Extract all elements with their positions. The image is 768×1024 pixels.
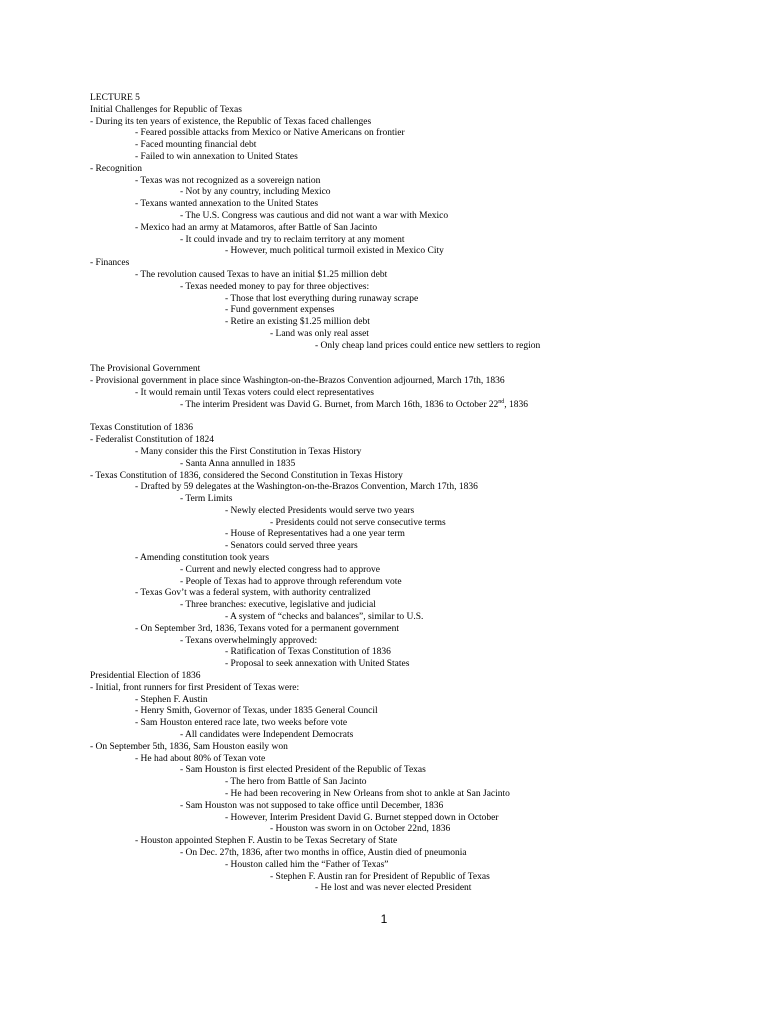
outline-item: [90, 836, 750, 848]
outline-item: [90, 553, 750, 565]
line-text: - Henry Smith, Governor of Texas, under 1835 General Council: [135, 706, 378, 717]
outline-item: [90, 588, 750, 600]
line-text: - Those that lost everything during runaway scrape: [225, 293, 419, 304]
outline-item: [90, 305, 750, 317]
line-text: - Stephen F. Austin: [135, 694, 208, 705]
line-text: - Term Limits: [180, 494, 233, 505]
line-text: - Texas Constitution of 1836, considered the Second Constitution in Texas History: [90, 470, 403, 481]
outline-item: [90, 801, 750, 813]
line-text: - On September 3rd, 1836, Texans voted for a permanent government: [135, 623, 400, 634]
outline-item: [90, 400, 750, 412]
line-text: - Texas needed money to pay for three objectives:: [180, 281, 370, 292]
line-text: - All candidates were Independent Democrats: [180, 730, 354, 741]
outline-item: [90, 706, 750, 718]
outline-item: [90, 600, 750, 612]
section-heading: [90, 93, 750, 105]
outline-item: [90, 341, 750, 353]
line-text: - Texans wanted annexation to the United States: [135, 199, 319, 210]
line-text: - The revolution caused Texas to have an initial $1.25 million debt: [135, 269, 388, 280]
outline-item: [90, 529, 750, 541]
section-heading: [90, 105, 750, 117]
outline-item: [90, 223, 750, 235]
outline-item: [90, 258, 750, 270]
line-text: - Many consider this the First Constitution in Texas History: [135, 446, 362, 457]
line-text: - Sam Houston is first elected President of the Republic of Texas: [180, 765, 426, 776]
line-text: - Proposal to seek annexation with United States: [225, 659, 410, 670]
line-text: - Fund government expenses: [225, 305, 335, 316]
outline-item: [90, 376, 750, 388]
outline-item: [90, 683, 750, 695]
outline-item: [90, 482, 750, 494]
outline-item: [90, 695, 750, 707]
outline-item: [90, 813, 750, 825]
line-text: - Texas was not recognized as a sovereign nation: [135, 175, 321, 186]
line-text: - However, much political turmoil existed in Mexico City: [225, 246, 444, 257]
line-text: - A system of “checks and balances”, similar to U.S.: [225, 612, 424, 623]
line-text: - During its ten years of existence, the Republic of Texas faced challenges: [90, 116, 372, 127]
line-text: - Sam Houston entered race late, two weeks before vote: [135, 718, 348, 729]
line-text: - Current and newly elected congress had to approve: [180, 564, 380, 575]
outline-item: [90, 518, 750, 530]
line-text: - Houston was sworn in on October 22nd, 1836: [270, 824, 451, 835]
section-heading: [90, 423, 750, 435]
outline-item: [90, 636, 750, 648]
line-text: - Land was only real asset: [270, 328, 369, 339]
outline-item: [90, 541, 750, 553]
line-text: - People of Texas had to approve through referendum vote: [180, 576, 402, 587]
line-text: - Feared possible attacks from Mexico or Native Americans on frontier: [135, 128, 405, 139]
outline-item: [90, 211, 750, 223]
outline-item: [90, 128, 750, 140]
lecture-text: [90, 93, 750, 895]
line-text: The Provisional Government: [90, 364, 201, 375]
line-text: - He lost and was never elected President: [315, 883, 472, 894]
outline-item: [90, 388, 750, 400]
line-text: - Ratification of Texas Constitution of 1836: [225, 647, 391, 658]
line-text: - Provisional government in place since Washington-on-the-Brazos Convention adjourned, March 17th, 1836: [90, 376, 505, 387]
line-text: - Sam Houston was not supposed to take office until December, 1836: [180, 800, 444, 811]
line-text: - The hero from Battle of San Jacinto: [225, 777, 367, 788]
outline-item: [90, 860, 750, 872]
outline-item: [90, 883, 750, 895]
line-text: - Failed to win annexation to United States: [135, 151, 298, 162]
outline-item: [90, 235, 750, 247]
line-text: - Newly elected Presidents would serve two years: [225, 505, 415, 516]
outline-item: [90, 718, 750, 730]
outline-item: [90, 152, 750, 164]
line-text: - Three branches: executive, legislative and judicial: [180, 600, 376, 611]
outline-item: [90, 317, 750, 329]
outline-item: [90, 506, 750, 518]
outline-item: [90, 140, 750, 152]
line-text: - Senators could served three years: [225, 541, 358, 552]
outline-item: [90, 777, 750, 789]
line-text: - Initial, front runners for first President of Texas were:: [90, 682, 300, 693]
outline-item: [90, 765, 750, 777]
outline-item: [90, 176, 750, 188]
outline-item: [90, 612, 750, 624]
outline-item: [90, 624, 750, 636]
outline-item: [90, 471, 750, 483]
outline-item: [90, 270, 750, 282]
outline-item: [90, 647, 750, 659]
line-text: - Recognition: [90, 163, 142, 174]
line-text: - Not by any country, including Mexico: [180, 187, 331, 198]
line-text: - Only cheap land prices could entice new settlers to region: [315, 340, 541, 351]
outline-item: [90, 117, 750, 129]
outline-item: [90, 246, 750, 258]
line-text: Presidential Election of 1836: [90, 671, 201, 682]
line-text: - The U.S. Congress was cautious and did not want a war with Mexico: [180, 210, 449, 221]
line-text: - Federalist Constitution of 1824: [90, 435, 215, 446]
line-text: - It would remain until Texas voters could elect representatives: [135, 387, 374, 398]
outline-item: [90, 742, 750, 754]
blank-line: [90, 412, 750, 424]
section-heading: [90, 671, 750, 683]
line-text: - On September 5th, 1836, Sam Houston easily won: [90, 741, 288, 752]
outline-item: [90, 872, 750, 884]
line-text: - Texans overwhelmingly approved:: [180, 635, 318, 646]
line-text: - Houston appointed Stephen F. Austin to be Texas Secretary of State: [135, 836, 398, 847]
outline-item: [90, 494, 750, 506]
ordinal-suffix: nd: [498, 398, 505, 405]
line-text: - He had been recovering in New Orleans from shot to ankle at San Jacinto: [225, 789, 510, 800]
line-text: - Houston called him the “Father of Texas”: [225, 859, 389, 870]
line-text: - House of Representatives had a one year term: [225, 529, 405, 540]
outline-item: [90, 329, 750, 341]
outline-item: [90, 187, 750, 199]
line-text: - Mexico had an army at Matamoros, after Battle of San Jacinto: [135, 222, 378, 233]
outline-item: [90, 164, 750, 176]
outline-item: [90, 754, 750, 766]
page-number: 1: [380, 912, 388, 926]
outline-item: [90, 282, 750, 294]
line-text: - Faced mounting financial debt: [135, 140, 257, 151]
outline-item: [90, 565, 750, 577]
line-text: - On Dec. 27th, 1836, after two months in office, Austin died of pneumonia: [180, 848, 467, 858]
line-text: - He had about 80% of Texan vote: [135, 753, 266, 764]
outline-item: [90, 789, 750, 801]
line-text: - Retire an existing $1.25 million debt: [225, 317, 370, 328]
line-text: LECTURE 5: [90, 93, 140, 103]
outline-item: [90, 848, 750, 860]
outline-item: [90, 459, 750, 471]
line-text: - Stephen F. Austin ran for President of Republic of Texas: [270, 871, 490, 882]
line-text: Texas Constitution of 1836: [90, 423, 194, 434]
outline-item: [90, 659, 750, 671]
outline-item: [90, 730, 750, 742]
outline-item: [90, 435, 750, 447]
outline-item: [90, 294, 750, 306]
line-text: - It could invade and try to reclaim territory at any moment: [180, 234, 405, 245]
line-text: - Drafted by 59 delegates at the Washington-on-the-Brazos Convention, March 17th, 1836: [135, 482, 478, 493]
blank-line: [90, 353, 750, 365]
line-text: - The interim President was David G. Burnet, from March 16th, 1836 to October 22: [180, 399, 499, 410]
outline-item: [90, 447, 750, 459]
outline-item: [90, 577, 750, 589]
outline-item: [90, 824, 750, 836]
section-heading: [90, 364, 750, 376]
line-text: - Santa Anna annulled in 1835: [180, 458, 296, 469]
line-text: - Amending constitution took years: [135, 553, 270, 564]
line-text: - Presidents could not serve consecutive terms: [270, 517, 446, 528]
line-text: - Texas Gov’t was a federal system, with authority centralized: [135, 588, 371, 599]
outline-item: [90, 199, 750, 211]
line-text: - However, Interim President David G. Burnet stepped down in October: [225, 812, 499, 823]
line-text-tail: , 1836: [504, 399, 529, 410]
line-text: - Finances: [90, 258, 130, 269]
line-text: Initial Challenges for Republic of Texas: [90, 104, 242, 115]
